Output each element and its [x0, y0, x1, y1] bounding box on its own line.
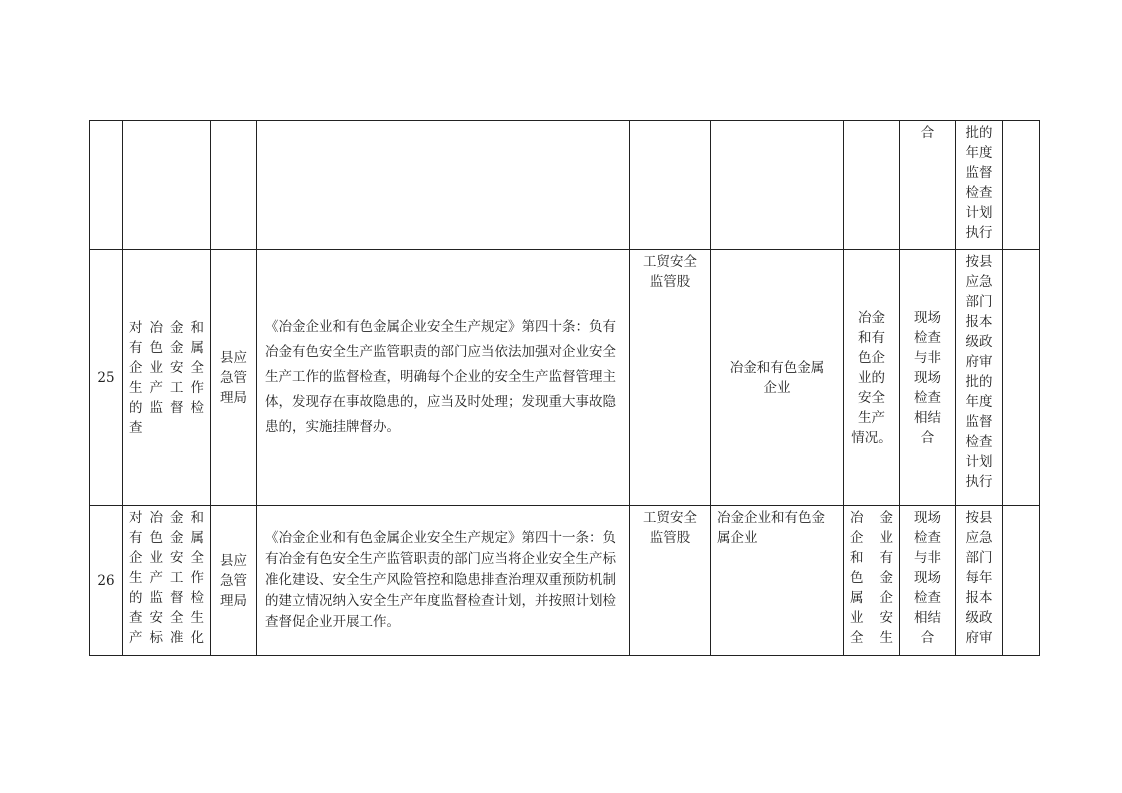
- legal-basis-cell: 《冶金企业和有色金属企业安全生产规定》第四十一条：负有冶金有色安全生产监管职责的部门应当将企业安全生产标准化建设、安全生产风险管控和隐患排查治理双重预防机制的建立情况纳入安全生产年度监督检查计划，并按照计划检查督促企业开展工作。: [257, 506, 630, 656]
- inspection-object-cell: 冶金企业和有色金属企业: [711, 506, 844, 656]
- inspection-object-cell: 冶金和有色金属 企业: [711, 250, 844, 506]
- inspection-content-cell: 冶金 和有 色企 业的 安全 生产 情况。: [844, 250, 900, 506]
- remark-cell: [1003, 506, 1040, 656]
- row-number-cell: [90, 121, 123, 250]
- inspection-method-cell: 现场 检查 与非 现场 检查 相结 合: [900, 506, 956, 656]
- legal-basis-cell: 《冶金企业和有色金属企业安全生产规定》第四十条：负有冶金有色安全生产监管职责的部门应当依法加强对企业安全生产工作的监督检查，明确每个企业的安全生产监督管理主体，发现存在事故隐患的，应当及时处理；发现重大事故隐患的，实施挂牌督办。: [257, 250, 630, 506]
- inspection-frequency-cell: 按县 应急 部门 每年 报本 级政 府审: [956, 506, 1003, 656]
- inspection-frequency-cell: 批的 年度 监督 检查 计划 执行: [956, 121, 1003, 250]
- office-cell: [630, 121, 711, 250]
- department-cell: [211, 121, 257, 250]
- table-row: [90, 121, 1040, 250]
- table-row: [90, 506, 1040, 656]
- inspection-content-cell: [844, 121, 900, 250]
- table-row: [90, 250, 1040, 506]
- inspection-object-cell: [711, 121, 844, 250]
- inspection-method-cell: 现场 检查 与非 现场 检查 相结 合: [900, 250, 956, 506]
- office-cell: 工贸安全 监管股: [630, 506, 711, 656]
- row-number-cell: 25: [90, 250, 123, 506]
- inspection-items-table: [89, 120, 1040, 656]
- item-name-cell: 对冶金和 有色金属 企业安全 生产工作 的监督检 查安全生 产标准化: [123, 506, 211, 656]
- inspection-frequency-cell: 按县 应急 部门 报本 级政 府审 批的 年度 监督 检查 计划 执行: [956, 250, 1003, 506]
- remark-cell: [1003, 250, 1040, 506]
- office-cell: 工贸安全 监管股: [630, 250, 711, 506]
- row-number-cell: 26: [90, 506, 123, 656]
- legal-basis-cell: [257, 121, 630, 250]
- department-cell: 县应 急管 理局: [211, 506, 257, 656]
- remark-cell: [1003, 121, 1040, 250]
- inspection-method-cell: 合: [900, 121, 956, 250]
- item-name-cell: [123, 121, 211, 250]
- department-cell: 县应 急管 理局: [211, 250, 257, 506]
- inspection-content-cell: 冶 金 企 业 和 有 色 金 属 企 业 安 全 生: [844, 506, 900, 656]
- item-name-cell: 对冶金和 有色金属 企业安全 生产工作 的监督检 查: [123, 250, 211, 506]
